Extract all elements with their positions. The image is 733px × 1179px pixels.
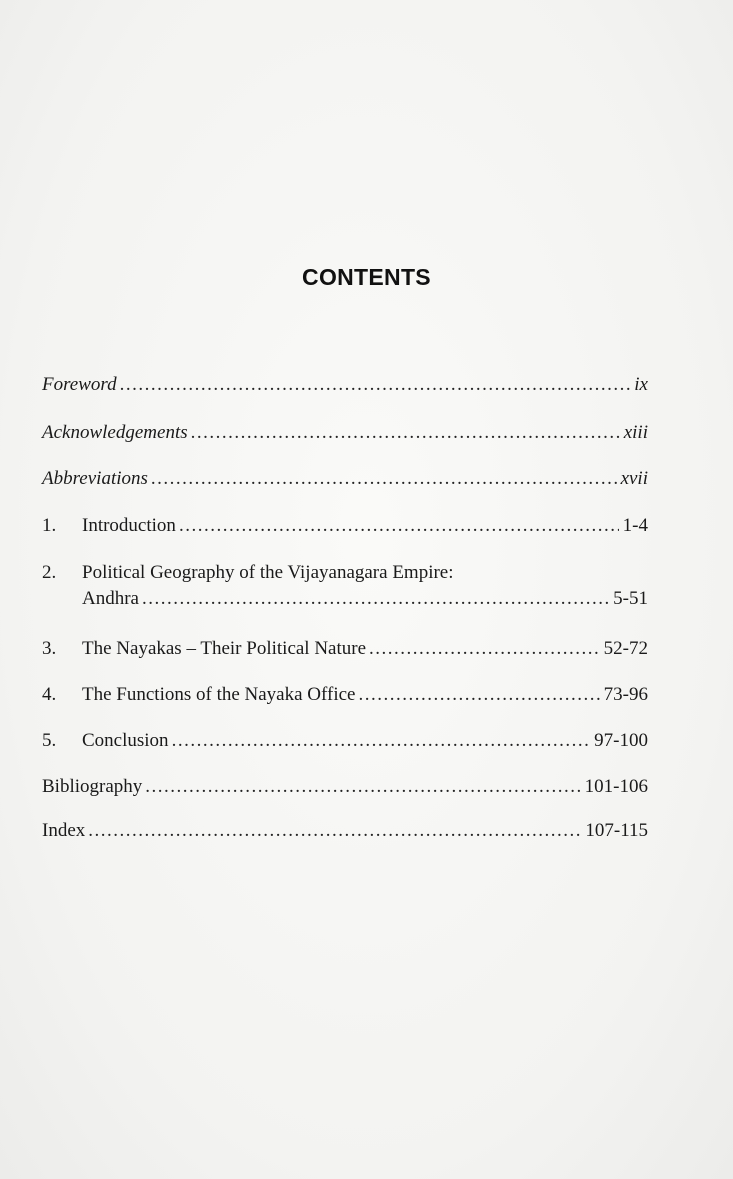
- toc-entry-chapter-4[interactable]: [42, 684, 648, 706]
- dot-leader: [369, 638, 600, 660]
- chapter-number: 5.: [42, 730, 57, 751]
- dot-leader: [145, 776, 580, 798]
- dot-leader: [172, 730, 591, 752]
- dot-leader: [88, 820, 581, 842]
- toc-pages: ix: [634, 374, 648, 395]
- toc-pages: 97-100: [594, 730, 648, 751]
- toc-entry-acknowledgements[interactable]: [42, 422, 648, 444]
- toc-label: The Nayakas – Their Political Nature: [82, 638, 367, 659]
- dot-leader: [142, 588, 609, 610]
- dot-leader: [151, 468, 617, 490]
- toc-entry-chapter-5[interactable]: [42, 730, 648, 752]
- toc-pages: 1-4: [622, 515, 648, 536]
- toc-label: Introduction: [82, 515, 176, 536]
- chapter-number: 2.: [42, 562, 57, 583]
- toc-pages: 5-51: [613, 588, 648, 609]
- toc-label-line-1: Political Geography of the Vijayanagara Empire:: [82, 562, 454, 583]
- dot-leader: [179, 515, 619, 537]
- toc-entry-abbreviations[interactable]: [42, 468, 648, 490]
- toc-pages: xvii: [620, 468, 648, 489]
- toc-entry-chapter-2[interactable]: [42, 562, 648, 610]
- toc-pages: 52-72: [603, 638, 648, 659]
- dot-leader: [358, 684, 599, 706]
- toc-pages: 107-115: [585, 820, 648, 841]
- toc-pages: 101-106: [584, 776, 648, 797]
- toc-label: Acknowledgements: [42, 422, 188, 443]
- toc-label: Conclusion: [82, 730, 169, 751]
- toc-label: The Functions of the Nayaka Office: [82, 684, 356, 705]
- toc-entry-index[interactable]: [42, 820, 648, 842]
- toc-pages: xiii: [623, 422, 648, 443]
- dot-leader: [120, 374, 631, 396]
- toc-label: Bibliography: [42, 776, 143, 797]
- page-title: CONTENTS: [302, 264, 431, 290]
- toc-entry-chapter-3[interactable]: [42, 638, 648, 660]
- toc-entry-foreword[interactable]: [42, 374, 648, 396]
- toc-label: Abbreviations: [42, 468, 148, 489]
- chapter-number: 1.: [42, 515, 57, 536]
- toc-pages: 73-96: [603, 684, 648, 705]
- chapter-number: 4.: [42, 684, 57, 705]
- chapter-number: 3.: [42, 638, 57, 659]
- toc-label-line-2: Andhra: [82, 588, 139, 609]
- toc-label: Index: [42, 820, 86, 841]
- toc-label: Foreword: [42, 374, 117, 395]
- dot-leader: [191, 422, 620, 444]
- toc-entry-bibliography[interactable]: [42, 776, 648, 798]
- toc-entry-chapter-1[interactable]: [42, 515, 648, 537]
